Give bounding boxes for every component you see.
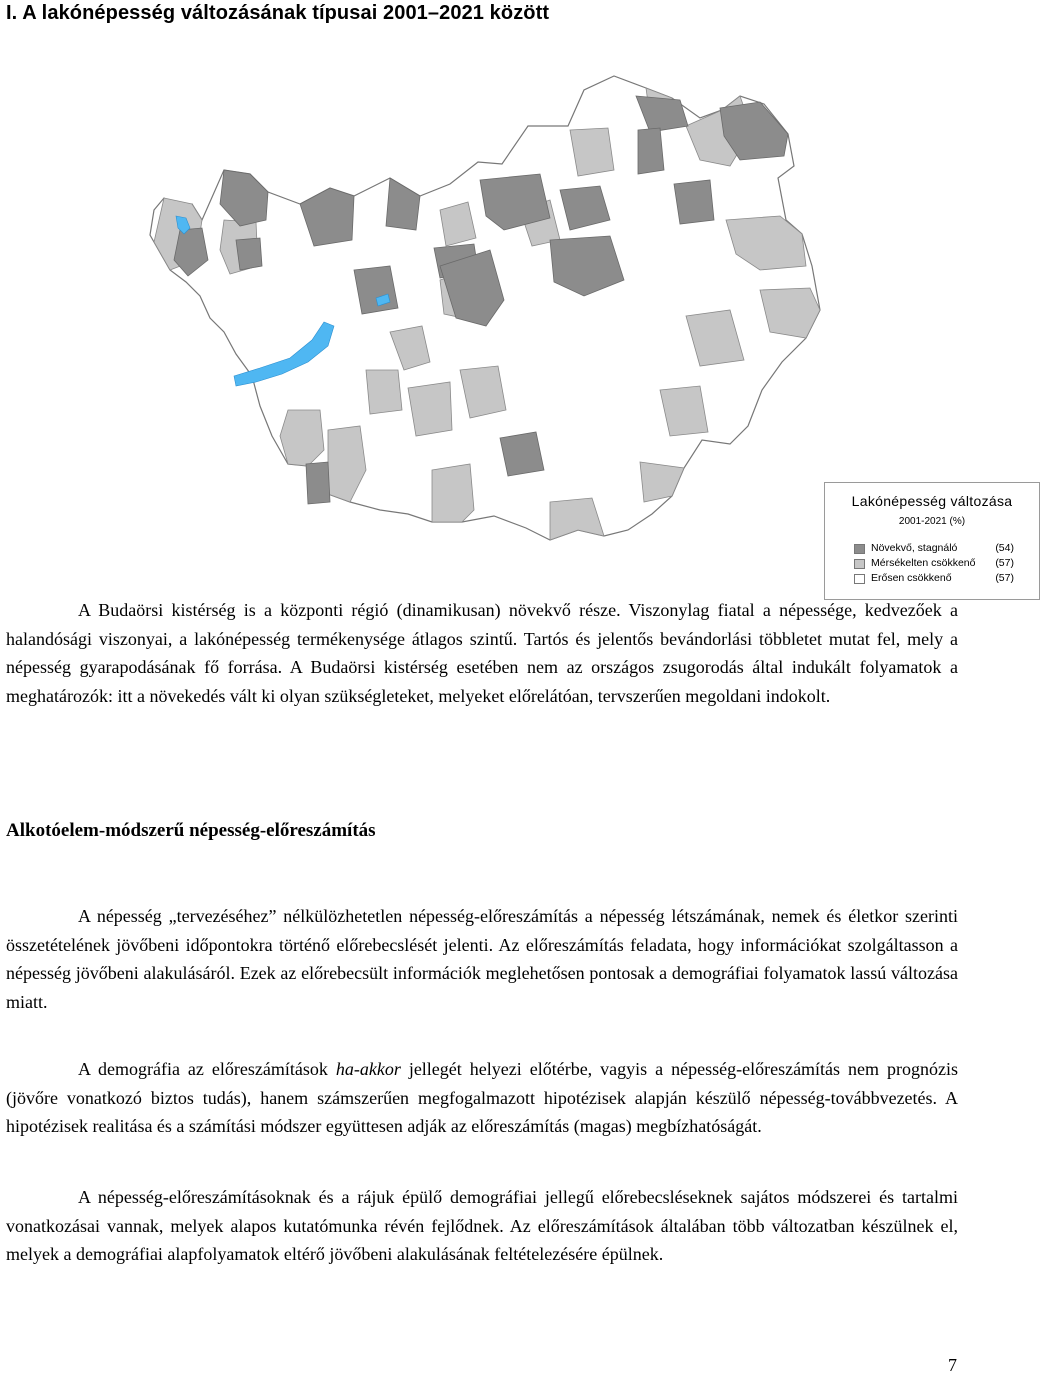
region-light-12 [570,128,614,176]
hungary-subregion-map [140,70,1014,584]
legend-item-growing [854,542,1014,556]
region-light-7 [408,382,452,436]
region-light-11 [640,462,684,502]
paragraph-text: A népesség-előreszámításoknak és a rájuk épülő demográfiai jellegű előrebecsléseknek sajátos módszerei és tartalmi vonatkozásai vannak, melyek alapos kutatómunka révén fejlődnek. Az előreszámítások általában több változatban készülnek el, melyek a demográfiai alapfolyamatok eltérő jövőbeni alakulásának feltételezésére épülnek. [6,1187,958,1264]
legend-swatch [854,574,865,584]
legend-count: (57) [995,557,1014,569]
legend-swatch [854,559,865,569]
paragraph-text: A népesség „tervezéséhez” nélkülözhetetlen népesség-előreszámítás a népesség létszámának, nemek és életkor szerinti összetételének jövőbeni időpontokra történő előrebecslését jelenti. Az előreszámítás feladata, hogy információkat szolgáltasson a népesség jövőbeni alakulásáról. Ezek az előrebecsült információk meglehetősen pontosak a demográfiai folyamatok lassú változása miatt. [6,906,958,1012]
legend-swatch [854,544,865,554]
legend-label: Mérsékelten csökkenő [871,557,976,569]
region-dark-4 [386,178,420,230]
region-dark-17 [236,238,262,270]
paragraph-ha-akkor [6,1055,958,1141]
paragraph-text-end: jellegét helyezi előtérbe, vagyis a népesség-előreszámítás nem prognózis (jövőre vonatkozó biztos tudás), hanem számszerűen megfogalmazott hipotézisek alapján készülő népesség-továbbvezetés. A hipotézisek realitása és a számítási módszer együttesen adják az előreszámítás (magas) megbízhatóságát. [6,1059,958,1136]
legend-title: Lakónépesség változása [851,493,1013,509]
region-dark-14 [674,180,714,224]
map-legend [824,482,1040,600]
legend-item-strong [854,572,1014,586]
legend-count: (54) [995,542,1014,554]
legend-label: Növekvő, stagnáló [871,542,958,554]
region-light-5 [366,370,402,414]
paragraph-italic-term: ha-akkor [335,1059,401,1079]
region-dark-5 [354,266,398,314]
paragraph-budaors [6,596,958,710]
legend-subtitle: 2001-2021 (%) [898,516,966,527]
section-heading: Alkotóelem-módszerű népesség-előreszámítás [6,820,376,841]
page-number: 7 [948,1355,957,1375]
paragraph-text-start: A demográfia az előreszámítások [78,1059,336,1079]
region-dark-16 [306,462,330,504]
legend-label: Erősen csökkenő [871,572,952,584]
map-svg [140,70,900,560]
legend-count: (57) [995,572,1014,584]
region-dark-15 [500,432,544,476]
page-heading: I. A lakónépesség változásának típusai 2001–2021 között [6,2,550,24]
paragraph-text: A Budaörsi kistérség is a központi régió (dinamikusan) növekvő része. Viszonylag fiatal a népessége, kedvezőek a halandósági viszonyai, a lakónépesség termékenysége átlagos szintű. Tartós és jelentős bevándorlási többletet mutat fel, mely a népesség gyarapodásának fő forrása. A Budaörsi kistérség esetében nem az országos zsugorodás által indukált folyamatok a meghatározók: itt a növekedés vált ki olyan szükségleteket, melyeket előrelátóan, tervszerűen megoldani indokolt. [6,600,958,706]
region-dark-12 [638,128,664,174]
legend-item-moderate [854,557,1014,571]
paragraph-definition [6,902,958,1016]
region-light-9 [432,464,474,522]
paragraph-methods [6,1183,958,1269]
